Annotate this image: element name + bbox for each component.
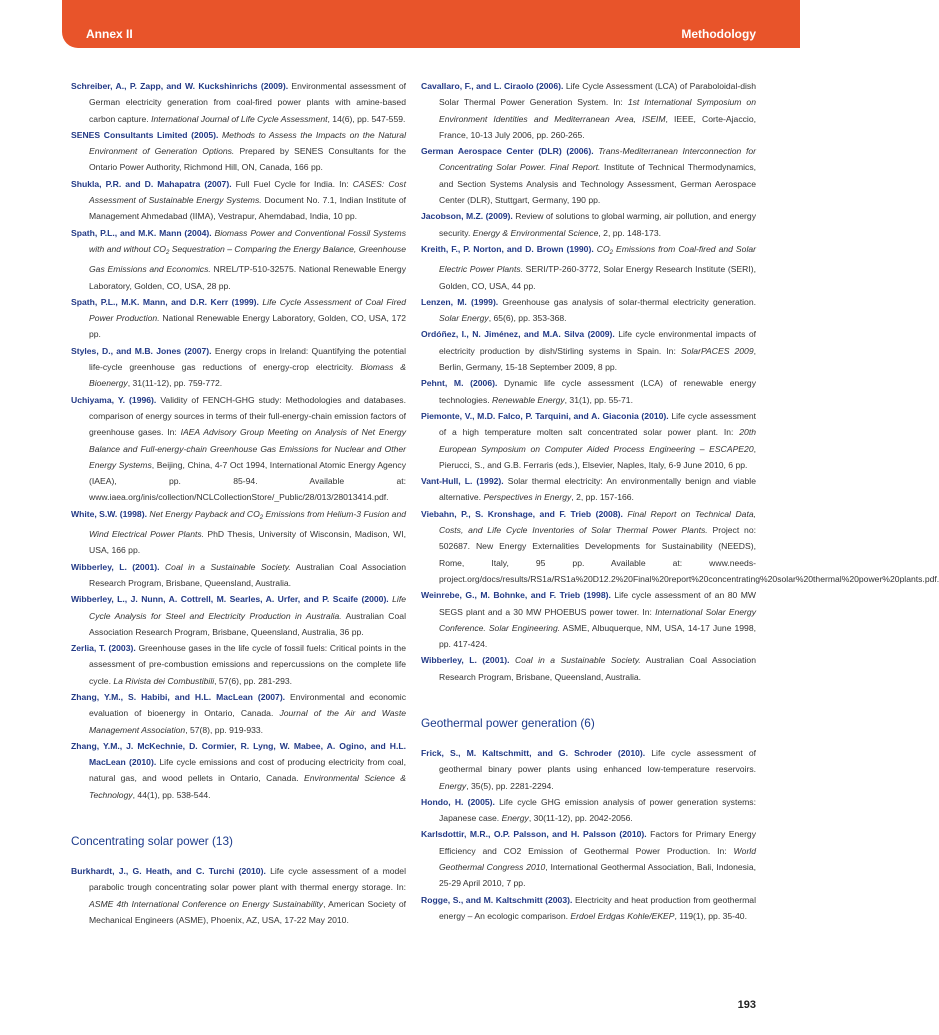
- reference-text: Prepared by SENES Consultants for the Ontario Power Authority, Richmond Hill, ON, Canada, 166 pp.: [89, 146, 406, 173]
- subscript: 2: [165, 249, 170, 256]
- reference-author: Schreiber, A., P. Zapp, and W. Kuckshinrichs (2009).: [71, 81, 289, 91]
- reference-title: Energy & Environmental Science: [472, 227, 599, 238]
- reference-text: Life cycle assessment of a high temperature molten salt concentrated solar power plant. In:: [439, 410, 756, 438]
- reference-author: Zhang, Y.M., J. McKechnie, D. Cormier, R. Lyng, W. Mabee, A. Ogino, and H.L. MacLean (2010).: [71, 740, 406, 768]
- reference-text: , 14(6), pp. 547-559.: [327, 113, 406, 124]
- reference-title: Coal in a Sustainable Society.: [514, 655, 641, 666]
- reference-text: Life cycle assessment of an 80 MW SEGS plant and a 30 MW PHOEBUS power tower. In:: [439, 590, 756, 617]
- reference-entry: [421, 473, 756, 506]
- reference-list-right: [421, 78, 939, 685]
- reference-text: ASME, Albuquerque, NM, USA, 14-17 June 1998, pp. 417-424.: [439, 622, 756, 650]
- reference-text: Life cycle assessment of a model parabolic trough concentrating solar power plant with thermal energy storage. In:: [89, 866, 407, 893]
- reference-author: Styles, D., and M.B. Jones (2007).: [71, 345, 212, 356]
- reference-entry: [71, 591, 406, 640]
- reference-text: , 2, pp. 148-173.: [598, 227, 661, 238]
- reference-title: Final Report on Technical Data, Costs, and Life Cycle Inventories of Solar Thermal Power Plants.: [439, 508, 756, 536]
- reference-author: Zerlia, T. (2003).: [71, 643, 136, 654]
- reference-author: Wibberley, L., J. Nunn, A. Cottrell, M. Searles, A. Urfer, and P. Scaife (2000).: [71, 594, 389, 605]
- reference-text: , 57(8), pp. 919-933.: [185, 724, 264, 735]
- reference-title: SolarPACES 2009: [680, 345, 754, 356]
- reference-author: Uchiyama, Y. (1996).: [71, 394, 157, 405]
- reference-title-part: Biomass Power and Conventional Fossil Systems with and without CO: [89, 227, 406, 254]
- reference-entry: [421, 826, 756, 891]
- reference-title: Solar Energy: [439, 313, 489, 324]
- reference-text: Australian Coal Association Research Program, Brisbane, Queensland, Australia.: [439, 655, 756, 682]
- section-label: Methodology: [681, 27, 756, 41]
- reference-author: Shukla, P.R. and D. Mahapatra (2007).: [71, 178, 232, 189]
- page-number: 193: [737, 999, 756, 1011]
- reference-author: Cavallaro, F., and L. Ciraolo (2006).: [421, 81, 564, 91]
- reference-entry: [421, 506, 939, 587]
- reference-author: Hondo, H. (2005).: [421, 796, 495, 807]
- reference-title-part: CO: [596, 243, 610, 254]
- reference-text: , International Geothermal Association, Bali, Indonesia, 25-29 April 2010, 7 pp.: [439, 862, 757, 889]
- reference-author: Piemonte, V., M.D. Falco, P. Tarquini, and A. Giaconia (2010).: [421, 410, 669, 421]
- reference-entry: [421, 241, 756, 294]
- reference-author: Kreith, F., P. Norton, and D. Brown (1990).: [421, 243, 594, 254]
- reference-title: Perspectives in Energy: [483, 492, 572, 503]
- reference-text: Life cycle environmental impacts of electricity production by dish/Stirling systems in Spain. In:: [439, 329, 756, 356]
- reference-entry: [71, 225, 406, 294]
- reference-text: , Pierucci, S., and G.B. Ferraris (eds.), Elsevier, Naples, Italy, 6-9 June 2010, 6 pp.: [439, 443, 756, 470]
- reference-text: Life Cycle Assessment (LCA) of Paraboloidal-dish Solar Thermal Power Generation System. In:: [439, 81, 756, 108]
- reference-entry: [71, 176, 406, 225]
- csp-heading: Concentrating solar power (13): [71, 834, 233, 849]
- reference-entry: [421, 892, 756, 925]
- reference-text: Review of solutions to global warming, air pollution, and energy security.: [439, 211, 756, 238]
- reference-list-geothermal: [421, 745, 756, 924]
- reference-title-part: Sequestration – Comparing the Energy Balance, Greenhouse Gas Emissions and Economics.: [89, 243, 406, 275]
- reference-title: Life Cycle Analysis for Steel and Electricity Production in Australia.: [89, 594, 406, 621]
- reference-title: CASES: Cost Assessment of Sustainable Energy Systems.: [89, 178, 406, 206]
- reference-entry: [421, 408, 756, 473]
- reference-text: , American Society of Mechanical Engineers (ASME), Phoenix, AZ, USA, 17-22 May 2010.: [89, 898, 406, 925]
- reference-title: Biomass & Bioenergy: [89, 362, 406, 389]
- reference-entry: [421, 745, 756, 794]
- reference-entry: [71, 127, 406, 176]
- reference-entry: [421, 587, 756, 652]
- reference-text: Electricity and heat production from geothermal energy – An ecologic comparison.: [439, 894, 756, 921]
- reference-entry: [71, 738, 406, 803]
- reference-author: Ordóñez, I., N. Jiménez, and M.A. Silva (2009).: [421, 329, 615, 340]
- reference-text: , 30(11-12), pp. 2042-2056.: [528, 813, 633, 824]
- reference-title: International Journal of Life Cycle Assessment: [151, 113, 328, 124]
- reference-text: , IEEE, Corte-Ajaccio, France, 10-13 July 2006, pp. 260-265.: [439, 113, 756, 140]
- reference-title: Trans-Mediterranean Interconnection for Concentrating Solar Power. Final Report.: [439, 146, 756, 173]
- reference-title: 20th European Symposium on Computer Aided Process Engineering – ESCAPE20: [439, 427, 756, 454]
- reference-text: , 35(5), pp. 2281-2294.: [466, 780, 554, 791]
- reference-author: Viebahn, P., S. Kronshage, and F. Trieb (2008).: [421, 508, 623, 519]
- reference-author: Pehnt, M. (2006).: [421, 378, 498, 389]
- reference-text: Document No. 7.1, Indian Institute of Management Ahmedabad (IIMA), Vestrapur, Ahemdabad, India, 10 pp.: [89, 195, 406, 222]
- reference-text: Life cycle emissions and cost of producing electricity from coal, natural gas, and wood pellets in Ontario, Canada.: [89, 757, 406, 784]
- reference-text: Solar thermal electricity: An environmentally benign and viable alternative.: [439, 476, 756, 503]
- reference-title: La Rivista dei Combustibili: [113, 675, 215, 686]
- reference-entry: [421, 375, 756, 408]
- reference-title-part: Emissions from Helium-3 Fusion and Wind Electrical Power Plants.: [89, 508, 406, 540]
- reference-title: Environmental Science & Technology: [89, 773, 407, 800]
- reference-author: Wibberley, L. (2001).: [71, 561, 160, 572]
- reference-entry: [71, 294, 406, 343]
- reference-title: IAEA Advisory Group Meeting on Analysis of Net Energy Balance and Full-energy-chain Greenhouse Gas Emissions for Nuclear and Other Energy Systems: [89, 427, 407, 470]
- reference-author: Rogge, S., and M. Kaltschmitt (2003).: [421, 894, 573, 905]
- reference-text: , 57(6), pp. 281-293.: [214, 675, 293, 686]
- reference-entry: [71, 343, 406, 392]
- reference-text: Full Fuel Cycle for India. In:: [231, 178, 353, 189]
- reference-entry: [71, 392, 406, 506]
- left-column: [71, 78, 406, 928]
- reference-text: , 65(6), pp. 353-368.: [488, 313, 567, 324]
- reference-title: Methods to Assess the Impacts on the Natural Environment of Generation Options.: [89, 129, 406, 157]
- subscript: 2: [259, 514, 264, 521]
- reference-text: , Beijing, China, 4-7 Oct 1994, International Atomic Energy Agency (IAEA), pp. 85-94. Available at: www.iaea.org/inis/collection/NCLCollectionStore/_Public/28/013/28013414.pdf.: [89, 459, 406, 503]
- reference-title-part: Emissions from Coal-fired and Solar Electric Power Plants.: [439, 243, 756, 275]
- reference-title: Energy: [501, 813, 529, 824]
- header-banner: [62, 0, 800, 48]
- reference-text: Dynamic life cycle assessment (LCA) of renewable energy technologies.: [439, 378, 757, 405]
- reference-title: Erdoel Erdgas Kohle/EKEP: [570, 910, 675, 921]
- annex-label: Annex II: [86, 27, 133, 41]
- subscript: 2: [609, 249, 613, 256]
- reference-author: Burkhardt, J., G. Heath, and C. Turchi (2010).: [71, 866, 266, 877]
- reference-text: , 2, pp. 157-166.: [571, 492, 634, 503]
- reference-title: World Geothermal Congress 2010: [439, 845, 756, 873]
- reference-entry: [71, 640, 406, 689]
- reference-author: SENES Consultants Limited (2005).: [71, 129, 219, 140]
- reference-text: NREL/TP-510-32575. National Renewable Energy Laboratory, Golden, CO, USA, 28 pp.: [89, 264, 406, 291]
- reference-list-csp: [71, 863, 406, 928]
- reference-text: Australian Coal Association Research Program, Brisbane, Queensland, Australia, 36 pp.: [89, 610, 406, 637]
- reference-entry: [421, 794, 756, 827]
- reference-author: German Aerospace Center (DLR) (2006).: [421, 146, 594, 157]
- reference-author: Weinrebe, G., M. Bohnke, and F. Trieb (1998).: [421, 590, 611, 601]
- reference-entry: [71, 506, 406, 559]
- reference-text: , 44(1), pp. 538-544.: [132, 789, 211, 800]
- reference-text: Project no: 502687. New Energy Externalities Developments for Sustainability (NEEDS), Rome, Italy, 95 pp. Available at: www.needs-project.org/docs/results/RS1a/RS1a%20D12.2%20Final%20report%20concentrating%20solar%20thermal%20power%20plants.pdf.: [439, 525, 939, 584]
- reference-title: Energy: [439, 780, 467, 791]
- reference-title: 1st International Symposium on Environment Identities and Mediterranean Area, ISEIM: [439, 97, 756, 124]
- reference-text: Life cycle GHG emission analysis of power generation systems: Japanese case.: [439, 796, 756, 824]
- reference-title: ASME 4th International Conference on Energy Sustainability: [89, 898, 324, 909]
- reference-text: PhD Thesis, University of Wisconsin, Madison, WI, USA, 166 pp.: [89, 529, 406, 556]
- reference-entry: [71, 78, 406, 127]
- reference-title: Life Cycle Assessment of Coal Fired Power Production.: [89, 296, 407, 324]
- reference-text: Life cycle assessment of geothermal binary power plants using enhanced low-temperature reservoirs.: [439, 747, 756, 775]
- reference-entry: [71, 689, 406, 738]
- reference-author: Frick, S., M. Kaltschmitt, and G. Schroder (2010).: [421, 747, 646, 758]
- reference-text: SERI/TP-260-3772, Solar Energy Research Institute (SERI), Golden, CO, USA, 44 pp.: [439, 264, 756, 291]
- reference-text: Validity of FENCH-GHG study: Methodologies and databases. comparison of energy sources in terms of their full-energy-chain emission factors of greenhouse gases. In:: [89, 394, 406, 438]
- reference-author: Spath, P.L., and M.K. Mann (2004).: [71, 227, 212, 238]
- reference-list-left: [71, 78, 406, 803]
- reference-entry: [421, 652, 756, 685]
- reference-text: , 31(1), pp. 55-71.: [564, 394, 633, 405]
- reference-entry: [421, 78, 756, 143]
- reference-title: Journal of the Air and Waste Management Association: [89, 708, 406, 735]
- reference-author: Lenzen, M. (1999).: [421, 296, 499, 307]
- reference-entry: [421, 208, 756, 241]
- reference-entry: [71, 863, 406, 928]
- reference-text: Greenhouse gas analysis of solar-thermal electricity generation.: [498, 296, 757, 307]
- reference-entry: [421, 143, 756, 208]
- reference-text: Environmental assessment of German electricity generation from coal-fired power plants with amine-based carbon capture.: [89, 81, 406, 124]
- reference-text: Australian Coal Association Research Program, Brisbane, Queensland, Australia.: [89, 561, 406, 588]
- reference-text: Greenhouse gases in the life cycle of fossil fuels: Critical points in the assessment of pre-combustion emissions and repercussions on the complete life cycle.: [89, 643, 406, 686]
- reference-text: Factors for Primary Energy Efficiency and CO2 Emission of Geothermal Power Production. In:: [439, 829, 757, 856]
- reference-text: , 119(1), pp. 35-40.: [674, 910, 747, 921]
- reference-title: Renewable Energy: [492, 394, 565, 405]
- reference-text: Energy crops in Ireland: Quantifying the potential life-cycle greenhouse gas reductions of energy-crop electricity.: [89, 345, 406, 373]
- reference-text: Institute of Technical Thermodynamics, and Section Systems Analysis and Technology Assessment, German Aerospace Center (DLR), Stuttgart, Germany, 190 pp.: [439, 162, 757, 206]
- reference-entry: [421, 294, 756, 327]
- reference-author: Spath, P.L., M.K. Mann, and D.R. Kerr (1999).: [71, 296, 259, 307]
- reference-author: Karlsdottir, M.R., O.P. Palsson, and H. Palsson (2010).: [421, 829, 647, 840]
- reference-entry: [71, 559, 406, 592]
- reference-text: , Berlin, Germany, 15-18 September 2009, 8 pp.: [439, 345, 756, 373]
- reference-title: Coal in a Sustainable Society.: [164, 561, 291, 572]
- reference-author: Jacobson, M.Z. (2009).: [421, 211, 513, 222]
- reference-author: Wibberley, L. (2001).: [421, 655, 510, 666]
- reference-text: , 31(11-12), pp. 759-772.: [127, 378, 223, 389]
- reference-text: National Renewable Energy Laboratory, Golden, CO, USA, 172 pp.: [89, 313, 407, 340]
- reference-text: Environmental and economic evaluation of bioenergy in Ontario, Canada.: [89, 691, 406, 719]
- reference-title-part: Net Energy Payback and CO: [149, 508, 260, 519]
- reference-author: White, S.W. (1998).: [71, 508, 147, 519]
- reference-author: Zhang, Y.M., S. Habibi, and H.L. MacLean (2007).: [71, 691, 286, 702]
- reference-entry: [421, 326, 756, 375]
- reference-author: Vant-Hull, L. (1992).: [421, 476, 504, 487]
- right-column: [421, 78, 939, 924]
- geothermal-heading: Geothermal power generation (6): [421, 715, 595, 730]
- reference-title: International Solar Energy Conference. Solar Engineering.: [439, 606, 756, 633]
